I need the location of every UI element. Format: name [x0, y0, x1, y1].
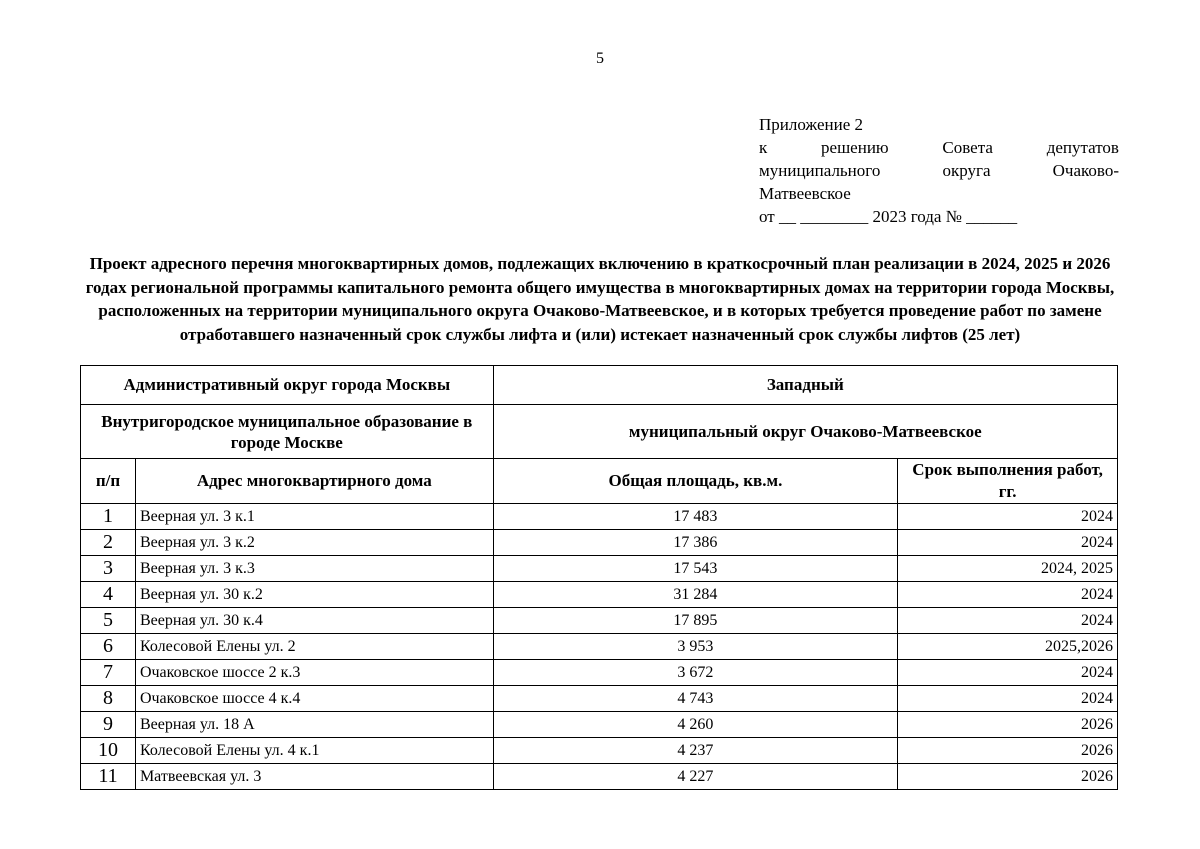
appendix-word: муниципального: [759, 161, 881, 180]
cell-area: 4 260: [493, 712, 898, 738]
header-term: Срок выполнения работ, гг.: [898, 459, 1118, 504]
appendix-word: к: [759, 138, 768, 157]
cell-area: 17 483: [493, 504, 898, 530]
cell-area: 3 953: [493, 634, 898, 660]
cell-term: 2024: [898, 582, 1118, 608]
cell-term: 2025,2026: [898, 634, 1118, 660]
cell-term: 2024: [898, 608, 1118, 634]
cell-area: 3 672: [493, 660, 898, 686]
table-row: [81, 712, 1118, 738]
municipal-label: Внутригородское муниципальное образование в городе Москве: [81, 405, 494, 459]
header-address: Адрес многоквартирного дома: [135, 459, 493, 504]
appendix-title: Приложение 2: [759, 115, 863, 134]
appendix-district-name: Матвеевское: [759, 184, 851, 203]
header-area: Общая площадь, кв.м.: [493, 459, 898, 504]
admin-district-value: Западный: [493, 366, 1117, 405]
admin-district-row: [81, 366, 1118, 405]
document-title: Проект адресного перечня многоквартирных домов, подлежащих включению в краткосрочный план реализации в 2024, 2025 и 2026 годах региональной программы капитального ремонта общего имущества в многоквартирных домах на территории города Москвы, расположенных на территории муниципального округа Очаково-Матвеевское, и в которых требуется проведение работ по замене отработавшего назначенный срок службы лифта и (или) истекает назначенный срок службы лифтов (25 лет): [85, 254, 1115, 344]
table-row: [81, 556, 1118, 582]
cell-area: 4 227: [493, 764, 898, 790]
cell-term: 2024, 2025: [898, 556, 1118, 582]
table-row: [81, 764, 1118, 790]
cell-term: 2024: [898, 504, 1118, 530]
appendix-word: решению: [821, 138, 889, 157]
table-row: [81, 530, 1118, 556]
cell-area: 17 543: [493, 556, 898, 582]
cell-num: 9: [81, 712, 136, 738]
cell-address: Веерная ул. 3 к.3: [135, 556, 493, 582]
cell-num: 8: [81, 686, 136, 712]
cell-address: Веерная ул. 3 к.1: [135, 504, 493, 530]
municipal-row: [81, 405, 1118, 459]
appendix-word: Очаково-: [1052, 161, 1119, 180]
table-row: [81, 686, 1118, 712]
cell-num: 10: [81, 738, 136, 764]
cell-address: Веерная ул. 3 к.2: [135, 530, 493, 556]
cell-address: Веерная ул. 18 А: [135, 712, 493, 738]
appendix-decision-line: [759, 136, 1119, 159]
table-row: [81, 608, 1118, 634]
cell-num: 7: [81, 660, 136, 686]
cell-num: 4: [81, 582, 136, 608]
cell-address: Колесовой Елены ул. 4 к.1: [135, 738, 493, 764]
appendix-block: [759, 113, 1119, 228]
cell-address: Очаковское шоссе 4 к.4: [135, 686, 493, 712]
cell-num: 3: [81, 556, 136, 582]
cell-term: 2024: [898, 660, 1118, 686]
cell-address: Матвеевская ул. 3: [135, 764, 493, 790]
cell-area: 31 284: [493, 582, 898, 608]
table-row: [81, 582, 1118, 608]
table-row: [81, 634, 1118, 660]
table-row: [81, 738, 1118, 764]
cell-term: 2024: [898, 686, 1118, 712]
cell-num: 6: [81, 634, 136, 660]
address-table: [80, 365, 1118, 790]
cell-address: Очаковское шоссе 2 к.3: [135, 660, 493, 686]
table-row: [81, 660, 1118, 686]
cell-area: 4 237: [493, 738, 898, 764]
cell-address: Веерная ул. 30 к.4: [135, 608, 493, 634]
cell-term: 2026: [898, 764, 1118, 790]
admin-district-label: Административный округ города Москвы: [81, 366, 494, 405]
cell-term: 2026: [898, 738, 1118, 764]
appendix-date-line: от __ ________ 2023 года № ______: [759, 207, 1018, 226]
cell-num: 5: [81, 608, 136, 634]
cell-area: 17 386: [493, 530, 898, 556]
page-number: 5: [596, 50, 604, 67]
cell-address: Колесовой Елены ул. 2: [135, 634, 493, 660]
municipal-value: муниципальный округ Очаково-Матвеевское: [493, 405, 1117, 459]
cell-address: Веерная ул. 30 к.2: [135, 582, 493, 608]
cell-num: 11: [81, 764, 136, 790]
table-body: [81, 504, 1118, 790]
header-num: п/п: [81, 459, 136, 504]
cell-term: 2026: [898, 712, 1118, 738]
table-row: [81, 504, 1118, 530]
cell-area: 4 743: [493, 686, 898, 712]
appendix-word: Совета: [942, 138, 993, 157]
appendix-word: депутатов: [1046, 138, 1119, 157]
appendix-word: округа: [942, 161, 991, 180]
appendix-district-line: [759, 159, 1119, 182]
cell-num: 2: [81, 530, 136, 556]
cell-term: 2024: [898, 530, 1118, 556]
cell-num: 1: [81, 504, 136, 530]
column-header-row: [81, 459, 1118, 504]
cell-area: 17 895: [493, 608, 898, 634]
